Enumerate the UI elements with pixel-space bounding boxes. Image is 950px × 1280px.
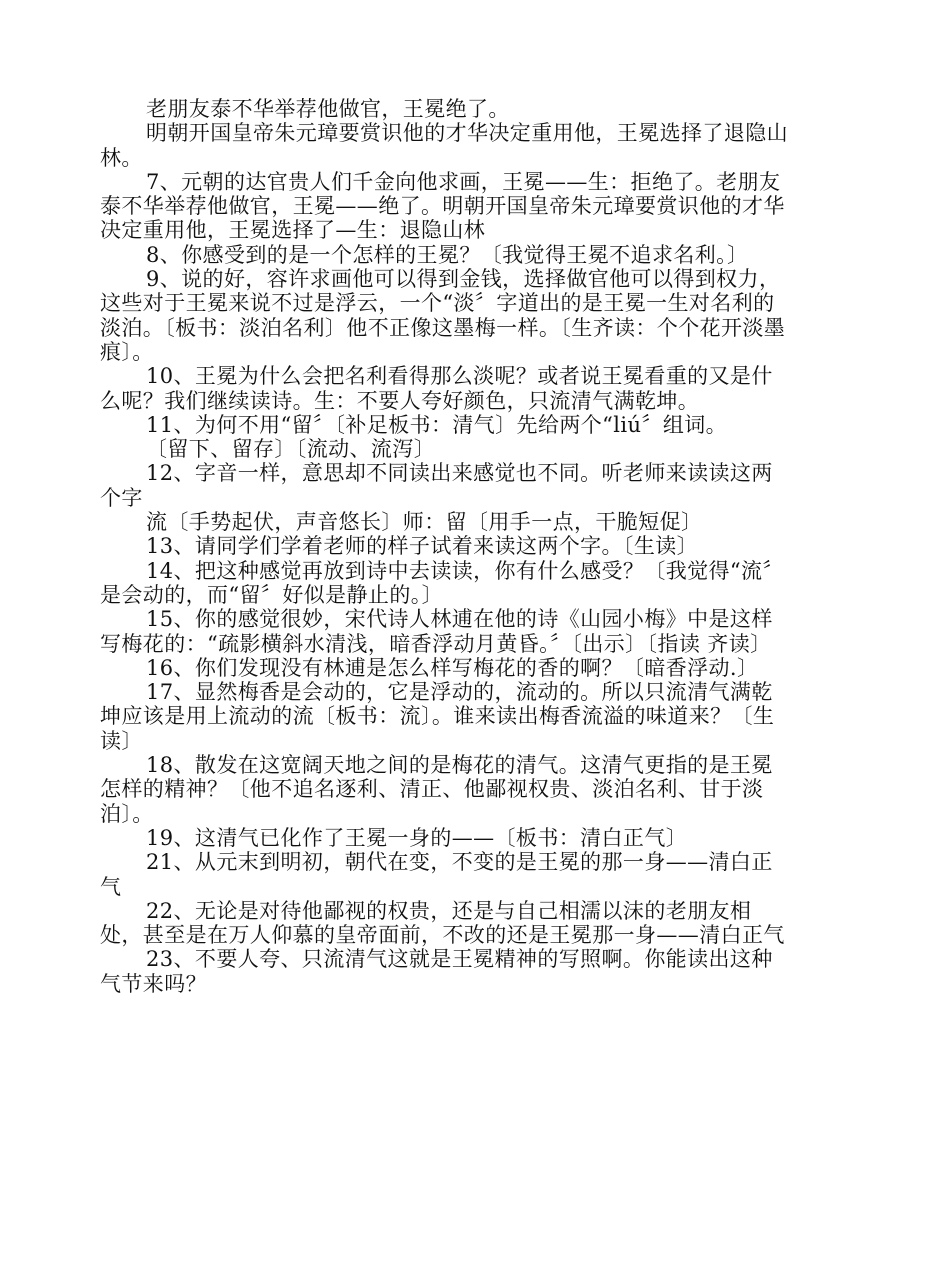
paragraph: 流〔手势起伏，声音悠长〕师：留〔用手一点，干脆短促〕 [146,510,703,535]
paragraph: 10、王冕为什么会把名利看得那么淡呢？或者说王冕看重的又是什么呢？我们继续读诗。生：不要人夸好颜色，只流清气满乾坤。 [100,364,773,413]
paragraph: 13、请同学们学着老师的样子试着来读这两个字。〔生读〕 [146,534,699,559]
paragraph: 16、你们发现没有林逋是怎么样写梅花的香的啊？〔暗香浮动.〕 [146,655,759,680]
document-body [100,97,790,996]
paragraph: 7、元朝的达官贵人们千金向他求画，王冕——生：拒绝了。老朋友泰不华举荐他做官，王冕——绝了。明朝开国皇帝朱元璋要赏识他的才华决定重用他，王冕选择了—生：退隐山林 [100,169,785,243]
paragraph: 老朋友泰不华举荐他做官，王冕绝了。 [146,97,510,121]
paragraph: 19、这清气已化作了王冕一身的——〔板书：清白正气〕 [146,825,688,850]
paragraph: 22、无论是对待他鄙视的权贵，还是与自己相濡以沫的老朋友相处，甚至是在万人仰慕的皇帝面前，不改的还是王冕那一身——清白正气 [100,898,785,948]
paragraph: 18、散发在这宽阔天地之间的是梅花的清气。这清气更指的是王冕怎样的精神？〔他不追名逐利、清正、他鄙视权贵、淡泊名利、甘于淡泊〕。 [100,753,773,826]
paragraph: 23、不要人夸、只流清气这就是王冕精神的写照啊。你能读出这种气节来吗？ [100,947,773,996]
paragraph: 15、你的感觉很妙，宋代诗人林逋在他的诗《山园小梅》中是这样写梅花的：“疏影横斜水清浅，暗香浮动月黄昏。〞〔出示〕〔指读 齐读〕 [100,607,773,656]
paragraph: 9、说的好，容许求画他可以得到金钱，选择做官他可以得到权力，这些对于王冕来说不过是浮云，一个“淡〞字道出的是王冕一生对名利的淡泊。〔板书：淡泊名利〕他不正像这墨梅一样。〔生齐读：个个花开淡墨痕〕。 [100,267,786,364]
paragraph: 14、把这种感觉再放到诗中去读读，你有什么感受？〔我觉得“流〞是会动的，而“留〞好似是静止的。〕 [100,558,784,607]
paragraph: 12、字音一样，意思却不同读出来感觉也不同。听老师来读读这两个字 [100,461,773,510]
paragraph: 8、你感受到的是一个怎样的王冕？〔我觉得王冕不追求名利。〕 [146,242,749,267]
paragraph: 21、从元末到明初，朝代在变，不变的是王冕的那一身——清白正气 [100,850,773,899]
paragraph: 〔留下、留存〕〔流动、流泻〕 [146,437,436,462]
paragraph: 明朝开国皇帝朱元璋要赏识他的才华决定重用他，王冕选择了退隐山林。 [100,121,788,170]
paragraph: 17、显然梅香是会动的，它是浮动的，流动的。所以只流清气满乾坤应该是用上流动的流〔板书：流〕。谁来读出梅香流溢的味道来？〔生读〕 [100,680,775,753]
paragraph: 11、为何不用“留〞〔补足板书：清气〕先给两个“liú〞组词。 [146,412,728,437]
